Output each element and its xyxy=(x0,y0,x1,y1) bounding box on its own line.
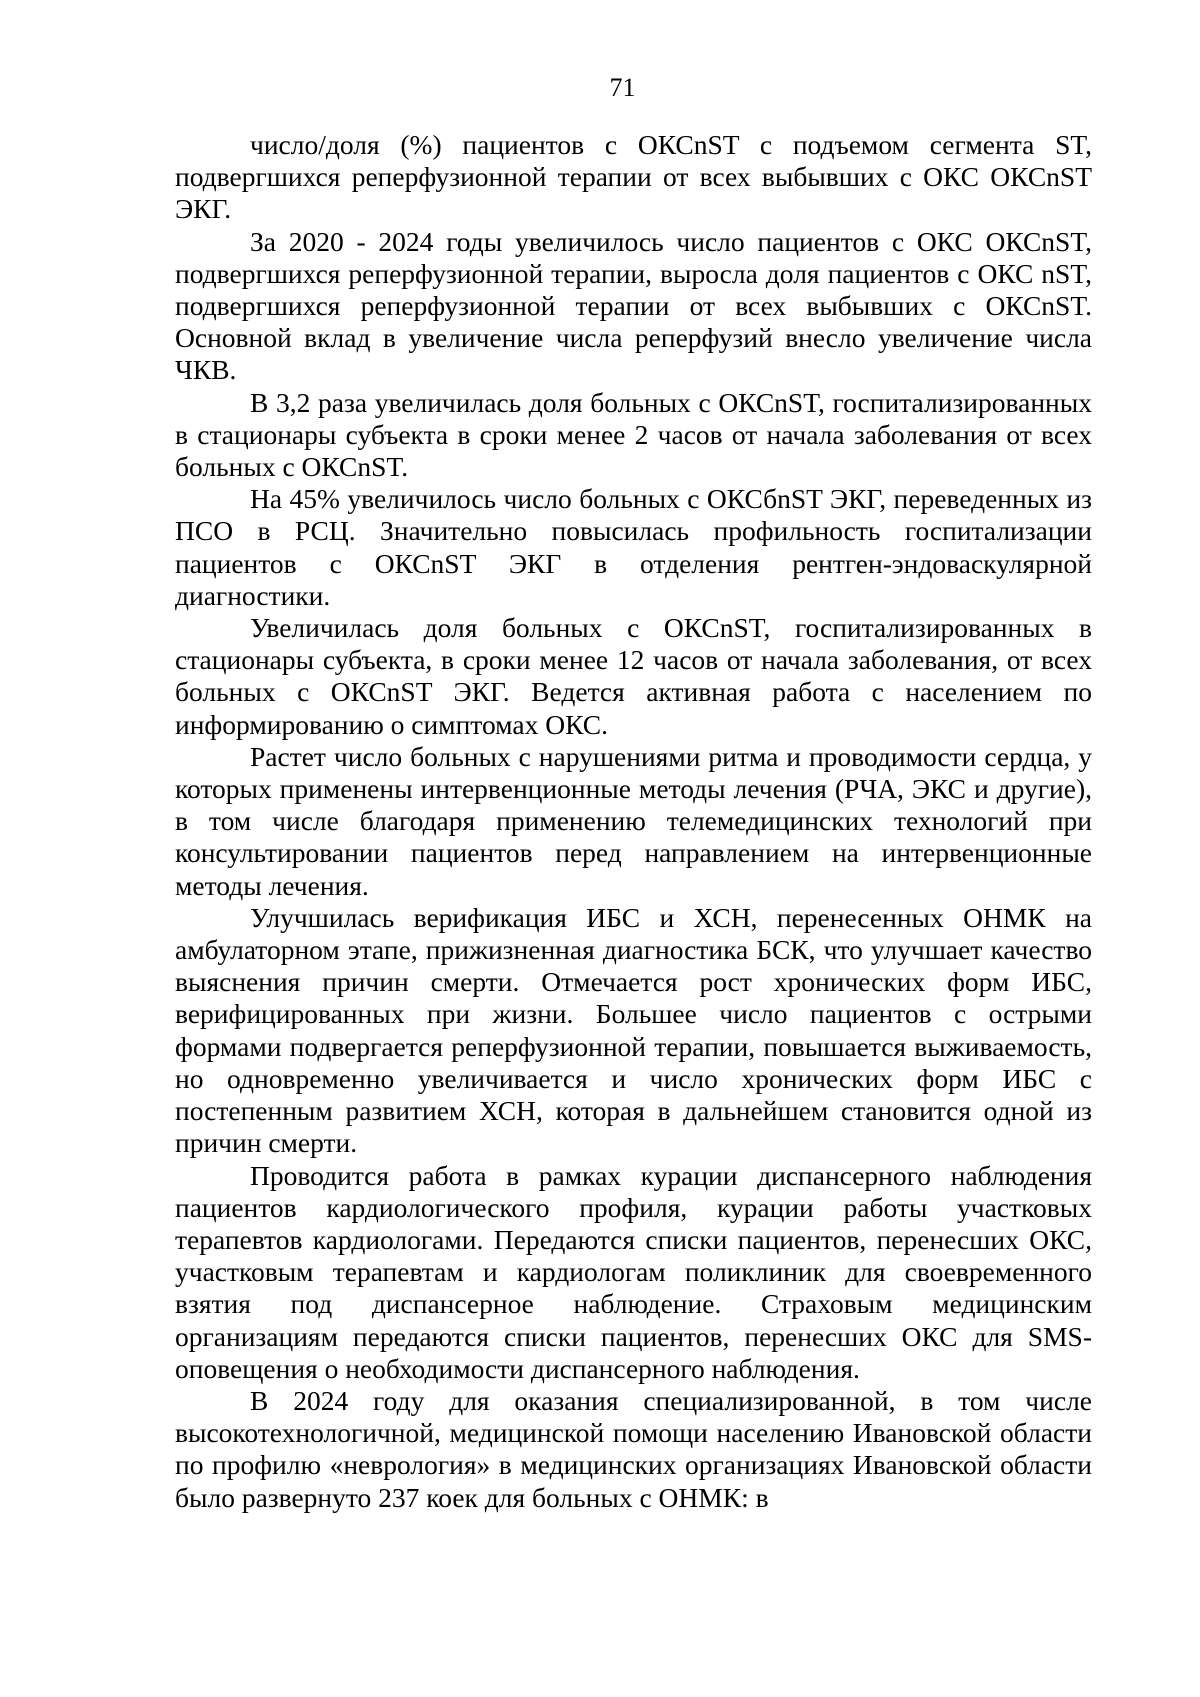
paragraph: Улучшилась верификация ИБС и ХСН, перенесенных ОНМК на амбулаторном этапе, прижизненная диагностика БСК, что улучшает качество выяснения причин смерти. Отмечается рост хронических форм ИБС, верифицированных при жизни. Большее число пациентов с острыми формами подвергается реперфузионной терапии, повышается выживаемость, но одновременно увеличивается и число хронических форм ИБС с постепенным развитием ХСН, которая в дальнейшем становится одной из причин смерти. xyxy=(175,901,1092,1159)
paragraph: Растет число больных с нарушениями ритма и проводимости сердца, у которых применены интервенционные методы лечения (РЧА, ЭКС и другие), в том числе благодаря применению телемедицинских технологий при консультировании пациентов перед направлением на интервенционные методы лечения. xyxy=(175,740,1092,901)
paragraph: Проводится работа в рамках курации диспансерного наблюдения пациентов кардиологического профиля, курации работы участковых терапевтов кардиологами. Передаются списки пациентов, перенесших ОКС, участковым терапевтам и кардиологам поликлиник для своевременного взятия под диспансерное наблюдение. Страховым медицинским организациям передаются списки пациентов, перенесших ОКС для SMS-оповещения о необходимости диспансерного наблюдения. xyxy=(175,1159,1092,1384)
document-body xyxy=(175,129,1092,1514)
page-number: 71 xyxy=(609,73,636,102)
paragraph-continuation: число/доля (%) пациентов с ОКСnST с подъемом сегмента ST, подвергшихся реперфузионной терапии от всех выбывших с ОКС ОКСnST ЭКГ. xyxy=(175,129,1092,225)
paragraph: На 45% увеличилось число больных с ОКСбnST ЭКГ, переведенных из ПСО в РСЦ. Значительно повысилась профильность госпитализации пациентов с ОКСnST ЭКГ в отделения рентген-эндоваскулярной диагностики. xyxy=(175,483,1092,611)
paragraph-truncated: В 2024 году для оказания специализированной, в том числе высокотехнологичной, медицинской помощи населению Ивановской области по профилю «неврология» в медицинских организациях Ивановской области было развернуто 237 коек для больных с ОНМК: в xyxy=(175,1384,1092,1513)
paragraph: Увеличилась доля больных с ОКСnST, госпитализированных в стационары субъекта, в сроки менее 12 часов от начала заболевания, от всех больных с ОКСnST ЭКГ. Ведется активная работа с населением по информированию о симптомах ОКС. xyxy=(175,612,1092,740)
paragraph: За 2020 - 2024 годы увеличилось число пациентов с ОКС ОКСnST, подвергшихся реперфузионной терапии, выросла доля пациентов с ОКС nST, подвергшихся реперфузионной терапии от всех выбывших с ОКСnST. Основной вклад в увеличение числа реперфузий внесло увеличение числа ЧКВ. xyxy=(175,225,1092,386)
paragraph: В 3,2 раза увеличилась доля больных с ОКСnST, госпитализированных в стационары субъекта в сроки менее 2 часов от начала заболевания от всех больных с ОКСnST. xyxy=(175,386,1092,483)
